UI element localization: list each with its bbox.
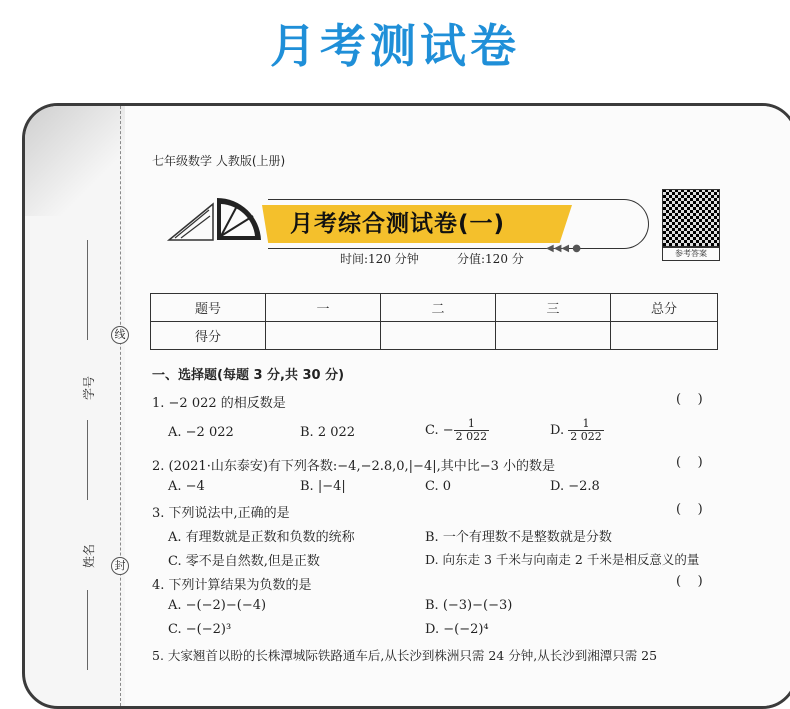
score-cell[interactable]	[266, 322, 381, 350]
qr-code[interactable]	[662, 189, 720, 247]
answer-paren[interactable]: ( )	[676, 455, 703, 470]
score-table-header: 题号	[151, 294, 266, 322]
option-c: C. −(−2)³	[168, 622, 232, 637]
student-id-label: 学号	[82, 375, 96, 400]
binding-ring-seal: 封	[111, 557, 129, 575]
option-c: C. 0	[425, 479, 452, 494]
name-line	[87, 590, 88, 670]
score-cell[interactable]	[496, 322, 611, 350]
option-a: A. 有理数就是正数和负数的统称	[168, 530, 355, 545]
option-a: A. −(−2)−(−4)	[168, 598, 267, 613]
option-b: B. |−4|	[300, 479, 346, 494]
score-table	[150, 293, 718, 350]
book-icon	[165, 196, 265, 248]
fraction-denominator: 2 022	[570, 430, 602, 443]
student-id-line	[87, 420, 88, 500]
option-c: C. 零不是自然数,但是正数	[168, 554, 320, 569]
option-b: B. (−3)−(−3)	[425, 598, 513, 613]
exam-title: 月考综合测试卷(一)	[290, 211, 506, 237]
fraction-numerator: 1	[568, 418, 604, 431]
option-b: B. 一个有理数不是整数就是分数	[425, 530, 612, 545]
option-d: D. 向东走 3 千米与向南走 2 千米是相反意义的量	[425, 552, 700, 567]
binding-ring-seal: 线	[111, 326, 129, 344]
score-row-label: 得分	[151, 322, 266, 350]
fraction-numerator: 1	[454, 418, 490, 431]
banner-title: 月考测试卷	[270, 19, 520, 73]
option-b: B. 2 022	[300, 425, 356, 440]
fraction	[454, 418, 490, 443]
qr-caption: 参考答案	[662, 247, 720, 261]
student-id-line	[87, 240, 88, 340]
question-stem: 5. 大家翘首以盼的长株潭城际铁路通车后,从长沙到株洲只需 24 分钟,从长沙到湘潭只需 25	[152, 648, 658, 663]
subject-header: 七年级数学 人教版(上册)	[152, 154, 286, 168]
corner-shadow	[25, 106, 125, 216]
arrows-icon: ◀◀◀ ●	[546, 243, 581, 254]
question-stem: 4. 下列计算结果为负数的是	[152, 578, 312, 593]
answer-paren[interactable]: ( )	[676, 574, 703, 589]
question-stem: 1. −2 022 的相反数是	[152, 396, 286, 411]
score-table-header: 三	[496, 294, 611, 322]
score-table-header: 一	[266, 294, 381, 322]
option-a: A. −2 022	[168, 425, 234, 440]
score-table-header: 总分	[611, 294, 718, 322]
exam-time: 时间:120 分钟	[340, 252, 419, 266]
fraction-denominator: 2 022	[455, 430, 488, 443]
option-c-label: C. −	[425, 423, 454, 438]
option-d-label: D.	[550, 423, 569, 438]
answer-paren[interactable]: ( )	[676, 392, 703, 407]
fraction	[568, 418, 604, 443]
score-table-header: 二	[381, 294, 496, 322]
answer-paren[interactable]: ( )	[676, 502, 703, 517]
option-d	[550, 418, 604, 443]
section-heading: 一、选择题(每题 3 分,共 30 分)	[152, 368, 345, 383]
question-stem: 3. 下列说法中,正确的是	[152, 506, 290, 521]
option-a: A. −4	[168, 479, 205, 494]
option-d: D. −(−2)⁴	[425, 622, 489, 637]
binding-line	[120, 106, 121, 706]
score-cell[interactable]	[611, 322, 718, 350]
question-stem: 2. (2021·山东泰安)有下列各数:−4,−2.8,0,|−4|,其中比−3 小的数是	[152, 459, 556, 474]
option-c	[425, 418, 489, 443]
exam-score: 分值:120 分	[457, 252, 524, 266]
option-d: D. −2.8	[550, 479, 600, 494]
name-label: 姓名	[82, 543, 96, 568]
score-cell[interactable]	[381, 322, 496, 350]
